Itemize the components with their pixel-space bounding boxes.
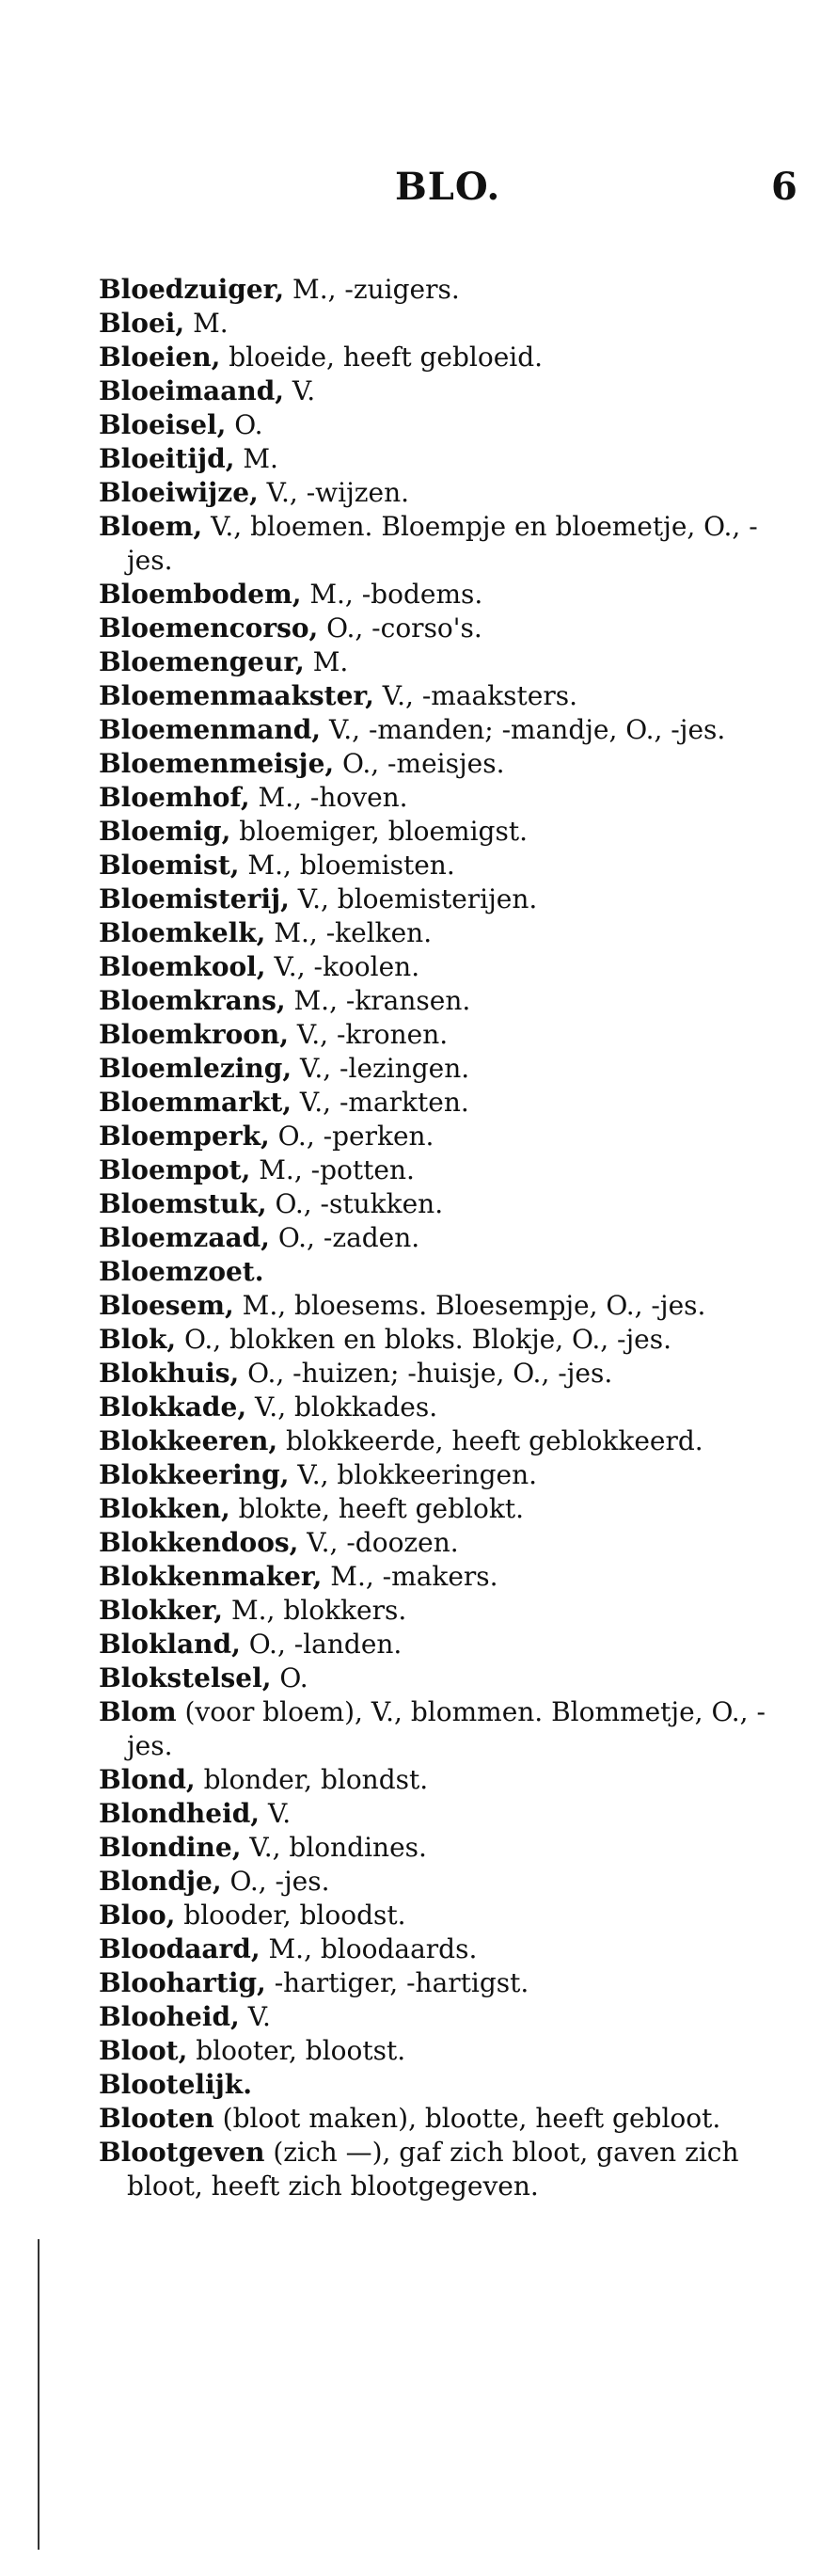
entry-headword: Bloemhof,: [99, 782, 250, 813]
entry-headword: Bloembodem,: [99, 579, 302, 610]
entry-definition: O., -meisjes.: [334, 748, 505, 779]
entry-headword: Bloemengeur,: [99, 646, 305, 677]
entry-definition: V., -lezingen.: [292, 1053, 470, 1084]
dictionary-entry: [99, 1628, 776, 1662]
entry-definition: V., -maaksters.: [373, 680, 578, 711]
entry-headword: Blokhuis,: [99, 1358, 240, 1389]
entry-definition: M., -kelken.: [265, 917, 433, 948]
entry-definition: V., -markten.: [292, 1087, 469, 1118]
entry-headword: Bloodaard,: [99, 1933, 261, 1964]
entry-definition: blooter, blootst.: [187, 2035, 406, 2066]
entry-headword: Bloemist,: [99, 850, 240, 881]
entry-headword: Blokkeeren,: [99, 1425, 278, 1456]
entry-definition: V., -wijzen.: [258, 477, 410, 508]
entry-headword: Blokstelsel,: [99, 1662, 272, 1693]
entry-definition: O.: [226, 409, 263, 440]
entry-definition: V., bloemisterijen.: [289, 883, 538, 914]
entry-headword: Blond,: [99, 1764, 196, 1795]
entry-definition: V.: [284, 375, 316, 406]
entry-headword: Blootgeven: [99, 2137, 265, 2168]
entry-headword: Bloemenmeisje,: [99, 748, 335, 779]
dictionary-entry: [99, 815, 776, 849]
dictionary-entry: [99, 1289, 776, 1323]
entry-headword: Bloem,: [99, 511, 203, 542]
dictionary-entry: [99, 1899, 776, 1932]
entry-headword: Blokken,: [99, 1493, 230, 1524]
entry-headword: Blom: [99, 1696, 177, 1727]
dictionary-entry: [99, 1120, 776, 1153]
entry-definition: M., -bodems.: [301, 579, 483, 610]
entry-headword: Bloeitijd,: [99, 443, 235, 474]
dictionary-entry: [99, 1221, 776, 1255]
entry-headword: Bloemkroon,: [99, 1019, 290, 1050]
dictionary-entry: [99, 408, 776, 442]
entry-headword: Bloemzaad,: [99, 1222, 270, 1253]
dictionary-entry: [99, 679, 776, 713]
running-head: BLO.: [395, 165, 501, 209]
dictionary-entry: [99, 1153, 776, 1187]
entry-definition: M., bloemisten.: [239, 850, 455, 881]
dictionary-entry: [99, 1526, 776, 1560]
entry-definition: bloemiger, bloemigst.: [230, 816, 528, 847]
dictionary-entry: [99, 442, 776, 476]
dictionary-entry: [99, 916, 776, 950]
entry-definition: V., -manden; -mandje, O., -jes.: [321, 714, 726, 745]
entry-headword: Blok,: [99, 1324, 177, 1355]
entry-headword: Bloemstuk,: [99, 1188, 267, 1219]
entry-definition: V., bloemen. Bloempje en bloemetje, O., -jes.: [127, 511, 758, 576]
entry-definition: (bloot maken), blootte, heeft gebloot.: [213, 2103, 721, 2134]
margin-rule: [38, 2239, 39, 2550]
dictionary-entry: [99, 1594, 776, 1628]
dictionary-entry: [99, 2000, 776, 2034]
entry-headword: Blokkeering,: [99, 1459, 290, 1490]
dictionary-entry: [99, 1560, 776, 1594]
entry-headword: Blondine,: [99, 1832, 242, 1863]
entry-definition: O., -stukken.: [266, 1188, 444, 1219]
entry-definition: M.: [234, 443, 278, 474]
dictionary-entry: [99, 950, 776, 984]
entry-headword: Blokkenmaker,: [99, 1561, 323, 1592]
entry-headword: Blooheid,: [99, 2001, 240, 2032]
dictionary-entry: [99, 1255, 776, 1289]
entry-definition: V., -koolen.: [265, 951, 420, 982]
entry-definition: O.: [271, 1662, 308, 1693]
entry-definition: (zich —), gaf zich bloot, gaven zich bloot, heeft zich blootgegeven.: [127, 2137, 739, 2202]
entry-headword: Blokland,: [99, 1629, 241, 1660]
entry-definition: V., -kronen.: [289, 1019, 449, 1050]
dictionary-entry: [99, 1932, 776, 1966]
dictionary-entry: [99, 1458, 776, 1492]
dictionary-entries: [99, 273, 776, 2203]
entry-definition: O., -zaden.: [269, 1222, 420, 1253]
dictionary-entry: [99, 2136, 776, 2203]
entry-headword: Blondje,: [99, 1866, 222, 1897]
dictionary-entry: [99, 510, 776, 578]
dictionary-entry: [99, 645, 776, 679]
dictionary-entry: [99, 1323, 776, 1357]
entry-definition: (voor bloem), V., blommen. Blommetje, O., -jes.: [127, 1696, 766, 1761]
entry-definition: M., -hoven.: [249, 782, 408, 813]
entry-headword: Bloemkrans,: [99, 985, 286, 1016]
entry-definition: V.: [239, 2001, 271, 2032]
entry-definition: O., -landen.: [240, 1629, 403, 1660]
entry-headword: Bloemmarkt,: [99, 1087, 292, 1118]
entry-headword: Blootelijk.: [99, 2069, 252, 2100]
dictionary-entry: [99, 984, 776, 1018]
dictionary-entry: [99, 2034, 776, 2068]
entry-definition: O., -perken.: [269, 1121, 434, 1152]
entry-headword: Bloeien,: [99, 342, 221, 373]
entry-headword: Bloemlezing,: [99, 1053, 292, 1084]
dictionary-entry: [99, 476, 776, 510]
entry-definition: M., blokkers.: [223, 1595, 407, 1626]
page-header: [0, 165, 837, 221]
dictionary-entry: [99, 1797, 776, 1831]
entry-headword: Bloesem,: [99, 1290, 234, 1321]
dictionary-entry: [99, 1492, 776, 1526]
entry-definition: M., -makers.: [322, 1561, 498, 1592]
dictionary-entry: [99, 307, 776, 341]
entry-headword: Blokkade,: [99, 1391, 247, 1423]
dictionary-entry: [99, 2102, 776, 2136]
entry-headword: Bloeimaand,: [99, 375, 285, 406]
entry-definition: V.: [260, 1798, 292, 1829]
dictionary-entry: [99, 578, 776, 612]
entry-headword: Bloedzuiger,: [99, 274, 285, 305]
dictionary-entry: [99, 374, 776, 408]
dictionary-entry: [99, 612, 776, 645]
entry-definition: bloeide, heeft gebloeid.: [220, 342, 544, 373]
entry-definition: M.: [184, 308, 229, 339]
dictionary-entry: [99, 1831, 776, 1865]
entry-headword: Bloemenmand,: [99, 714, 322, 745]
entry-definition: O., -huizen; -huisje, O., -jes.: [239, 1358, 613, 1389]
entry-definition: M., -zuigers.: [284, 274, 460, 305]
dictionary-entry: [99, 747, 776, 781]
dictionary-entry: [99, 1695, 776, 1763]
entry-headword: Bloemenmaakster,: [99, 680, 374, 711]
entry-definition: blonder, blondst.: [195, 1764, 429, 1795]
dictionary-entry: [99, 849, 776, 883]
entry-definition: M., bloesems. Bloesempje, O., -jes.: [233, 1290, 706, 1321]
entry-definition: O., -corso's.: [318, 612, 482, 644]
entry-headword: Bloo,: [99, 1900, 176, 1931]
entry-definition: -hartiger, -hartigst.: [265, 1967, 529, 1998]
entry-headword: Bloeisel,: [99, 409, 227, 440]
dictionary-entry: [99, 273, 776, 307]
dictionary-entry: [99, 1966, 776, 2000]
dictionary-entry: [99, 1187, 776, 1221]
entry-headword: Blondheid,: [99, 1798, 261, 1829]
entry-headword: Bloohartig,: [99, 1967, 266, 1998]
entry-headword: Bloot,: [99, 2035, 188, 2066]
entry-definition: blooder, bloodst.: [175, 1900, 406, 1931]
entry-definition: M., -kransen.: [285, 985, 471, 1016]
entry-definition: V., blokkeeringen.: [289, 1459, 538, 1490]
entry-definition: O., -jes.: [221, 1866, 330, 1897]
dictionary-entry: [99, 781, 776, 815]
entry-definition: M., -potten.: [250, 1154, 415, 1185]
dictionary-entry: [99, 1357, 776, 1391]
entry-headword: Bloemkelk,: [99, 917, 266, 948]
entry-headword: Bloeiwijze,: [99, 477, 259, 508]
entry-headword: Bloemperk,: [99, 1121, 270, 1152]
entry-definition: V., blokkades.: [246, 1391, 438, 1423]
page-number: 6: [771, 165, 798, 209]
entry-definition: blokte, heeft geblokt.: [229, 1493, 524, 1524]
entry-definition: O., blokken en bloks. Blokje, O., -jes.: [176, 1324, 672, 1355]
entry-headword: Bloempot,: [99, 1154, 251, 1185]
dictionary-entry: [99, 341, 776, 374]
dictionary-entry: [99, 1052, 776, 1086]
entry-headword: Bloei,: [99, 308, 185, 339]
entry-headword: Blooten: [99, 2103, 214, 2134]
entry-headword: Bloemisterij,: [99, 883, 290, 914]
dictionary-entry: [99, 1018, 776, 1052]
entry-headword: Bloemkool,: [99, 951, 266, 982]
entry-definition: V., -doozen.: [298, 1527, 459, 1558]
dictionary-entry: [99, 1865, 776, 1899]
entry-headword: Blokker,: [99, 1595, 224, 1626]
dictionary-entry: [99, 1391, 776, 1424]
entry-headword: Bloemig,: [99, 816, 231, 847]
entry-headword: Blokkendoos,: [99, 1527, 299, 1558]
dictionary-entry: [99, 1086, 776, 1120]
entry-headword: Bloemencorso,: [99, 612, 319, 644]
dictionary-entry: [99, 713, 776, 747]
entry-definition: M., bloodaards.: [260, 1933, 478, 1964]
entry-definition: V., blondines.: [241, 1832, 427, 1863]
dictionary-entry: [99, 1662, 776, 1695]
entry-headword: Bloemzoet.: [99, 1256, 264, 1287]
entry-definition: M.: [304, 646, 349, 677]
dictionary-entry: [99, 1424, 776, 1458]
dictionary-entry: [99, 883, 776, 916]
dictionary-entry: [99, 1763, 776, 1797]
dictionary-entry: [99, 2068, 776, 2102]
entry-definition: blokkeerde, heeft geblokkeerd.: [277, 1425, 703, 1456]
